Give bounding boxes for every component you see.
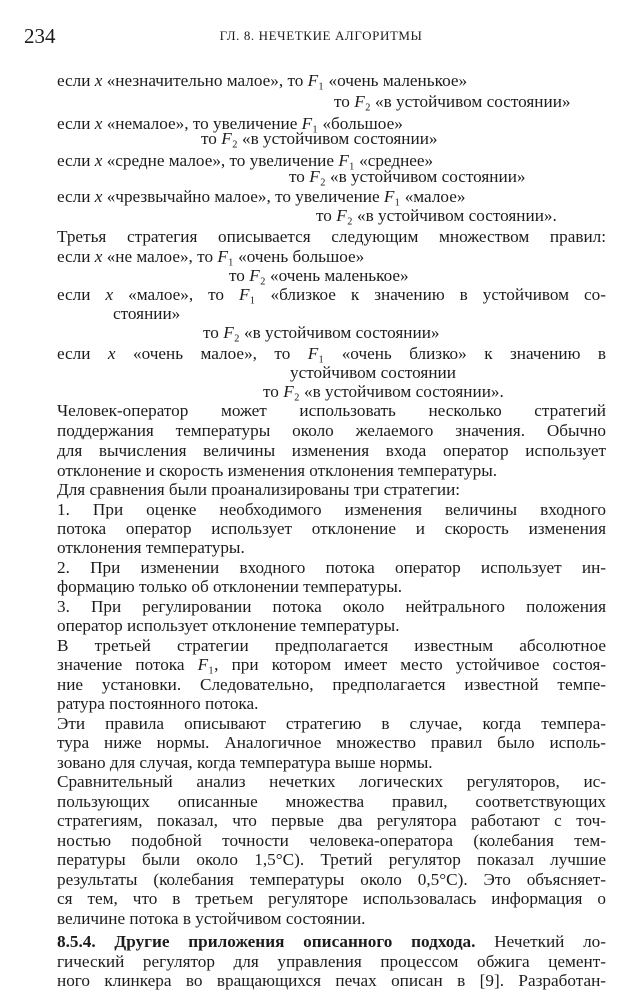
section-heading: 8.5.4. Другие приложения описанного подхода.	[57, 932, 476, 951]
text-run: «в устойчивом состоянии».	[352, 206, 557, 225]
text-run: 1. При оценке необходимого изменения величины входного	[57, 500, 606, 519]
text-line	[201, 128, 438, 150]
math-variable: F	[338, 151, 349, 170]
text-run: то	[289, 167, 310, 186]
text-run: 3. При регулировании потока около нейтрального положения	[57, 597, 606, 616]
text-run: ₂	[319, 167, 326, 186]
text-run: , при котором имеет место устойчивое состоя-	[214, 655, 606, 674]
text-run: «малое», то	[113, 285, 240, 304]
text-run: В третьей стратегии предполагается известным абсолютное	[57, 636, 606, 655]
text-run: «чрезвычайно малое», то увеличение	[102, 187, 384, 206]
text-line	[57, 420, 606, 442]
text-line	[57, 400, 606, 422]
text-run: значение потока	[57, 655, 198, 674]
text-line	[57, 888, 606, 910]
math-variable: F	[239, 285, 250, 304]
math-variable: F	[354, 92, 365, 111]
math-variable: F	[221, 129, 232, 148]
text-run: ние установки. Следовательно, предполагается известной темпе-	[57, 675, 606, 694]
page-number: 234	[24, 24, 56, 48]
text-run: величине потока в устойчивом состоянии.	[57, 909, 366, 928]
chapter-title: ГЛ. 8. НЕЧЕТКИЕ АЛГОРИТМЫ	[219, 28, 423, 43]
text-run: ₂	[259, 266, 266, 285]
text-line	[57, 732, 606, 754]
text-run: «не малое», то	[102, 247, 218, 266]
text-run: ₁	[394, 187, 401, 206]
text-run: устойчивом состоянии	[290, 363, 456, 382]
text-run: «в устойчивом состоянии»	[370, 92, 571, 111]
math-variable: F	[283, 382, 294, 401]
text-run: «в устойчивом состоянии»	[237, 129, 438, 148]
text-run: «в устойчивом состоянии»	[325, 167, 526, 186]
text-run: стоянии»	[113, 304, 181, 323]
math-variable: F	[336, 206, 347, 225]
math-variable: F	[307, 71, 319, 90]
text-run: стратегиям, показал, что первые два регулятора работают с точ-	[57, 811, 606, 830]
text-run: «в устойчивом состоянии».	[299, 382, 504, 401]
text-run: «очень маленькое»	[265, 266, 409, 285]
text-run: ₂	[364, 92, 371, 111]
text-run: ₁	[312, 114, 319, 133]
text-line	[57, 693, 258, 715]
text-run: потока оператор использует отклонение и скорость изменения	[57, 519, 606, 538]
page-header	[24, 24, 618, 48]
math-variable: F	[217, 247, 228, 266]
text-run: «близкое к значению в устойчивом со-	[255, 285, 607, 304]
text-run: ₁	[348, 151, 355, 170]
text-line	[57, 654, 606, 676]
text-line	[57, 440, 606, 462]
text-line	[57, 226, 606, 248]
text-run: «очень большое»	[233, 247, 365, 266]
text-run: 2. При изменении входного потока оператор использует ин-	[57, 558, 606, 577]
text-run: «большое»	[318, 114, 403, 133]
text-run: то	[316, 206, 337, 225]
text-line	[57, 576, 402, 598]
text-run: ₂	[231, 129, 238, 148]
math-variable: F	[383, 187, 395, 206]
text-run: формацию только об отклонении температуры.	[57, 577, 403, 596]
math-variable: F	[301, 114, 313, 133]
text-run: «немалое», то увеличение	[102, 114, 302, 133]
text-line	[289, 166, 526, 188]
text-line	[57, 931, 606, 953]
text-line	[57, 537, 245, 559]
math-variable: F	[197, 655, 209, 674]
text-run: «средне малое», то увеличение	[102, 151, 339, 170]
text-run: для вычисления величины изменения входа оператор использует	[57, 441, 606, 460]
math-variable: x	[107, 344, 116, 363]
text-run: ного клинкера во вращающихся печах описан в [9]. Разработан-	[57, 971, 606, 990]
text-run: «очень малое», то	[115, 344, 308, 363]
text-line	[334, 91, 571, 113]
math-variable: F	[309, 167, 320, 186]
math-variable: F	[223, 323, 234, 342]
text-run: то	[229, 266, 250, 285]
text-run: если	[57, 114, 95, 133]
text-run: «незначительно малое», то	[102, 71, 308, 90]
text-run: если	[57, 344, 108, 363]
text-run: если	[57, 151, 95, 170]
text-run: ₁	[318, 71, 325, 90]
text-run: Нечеткий ло-	[475, 932, 607, 951]
text-line	[57, 479, 460, 501]
text-run: Человек-оператор может использовать несколько стратегий	[57, 401, 606, 420]
text-run: то	[201, 129, 222, 148]
text-run: Третья стратегия описывается следующим множеством правил:	[57, 227, 606, 246]
text-run: если	[57, 247, 95, 266]
text-run: ₂	[293, 382, 300, 401]
text-line	[57, 908, 365, 930]
text-run: пользующих описанные множества правил, соответствующих	[57, 792, 606, 811]
text-run: «среднее»	[354, 151, 434, 170]
text-run: гический регулятор для управления процессом обжига цемент-	[57, 952, 606, 971]
text-run: то	[334, 92, 355, 111]
text-run: «в устойчивом состоянии»	[239, 323, 440, 342]
text-run: ₁	[249, 285, 256, 304]
math-variable: F	[249, 266, 260, 285]
text-line	[57, 810, 606, 832]
text-run: если	[57, 71, 95, 90]
text-line	[203, 322, 440, 344]
text-line	[57, 849, 606, 871]
text-run: если	[57, 187, 95, 206]
text-line	[57, 615, 400, 637]
text-line	[57, 970, 606, 992]
text-run: Для сравнения были проанализированы три стратегии:	[57, 480, 461, 499]
math-variable: x	[94, 187, 103, 206]
text-run: Сравнительный анализ нечетких логических регуляторов, ис-	[57, 772, 606, 791]
text-run: ₁	[208, 655, 215, 674]
text-line	[57, 771, 606, 793]
math-variable: x	[94, 247, 103, 266]
text-run: Эти правила описывают стратегию в случае, когда темпера-	[57, 714, 606, 733]
text-line	[57, 70, 467, 92]
text-run: «очень близко» к значению в	[324, 344, 607, 363]
text-run: поддержания температуры около желаемого значения. Обычно	[57, 421, 606, 440]
math-variable: F	[307, 344, 319, 363]
math-variable: x	[94, 151, 103, 170]
text-run: то	[203, 323, 224, 342]
text-run: тура ниже нормы. Аналогичное множество правил было исполь-	[57, 733, 606, 752]
text-run: ся тем, что в третьем регуляторе использовалась информация о	[57, 889, 606, 908]
text-run: ₂	[233, 323, 240, 342]
text-run: результаты (колебания температуры около 0,5°C). Это объясняет-	[57, 870, 606, 889]
text-run: отклонение и скорость изменения отклонения температуры.	[57, 461, 498, 480]
text-run: то	[263, 382, 284, 401]
math-variable: x	[105, 285, 114, 304]
text-run: пературы были около 1,5°C). Третий регулятор показал лучшие	[57, 850, 606, 869]
text-run: ₁	[318, 344, 325, 363]
text-run: ратура постоянного потока.	[57, 694, 259, 713]
text-run: ₁	[227, 247, 234, 266]
math-variable: x	[94, 114, 103, 133]
text-run: «очень маленькое»	[324, 71, 468, 90]
text-line	[316, 205, 557, 227]
text-run: зовано для случая, когда температура выше нормы.	[57, 753, 433, 772]
text-run: если	[57, 285, 106, 304]
text-run: оператор использует отклонение температуры.	[57, 616, 400, 635]
text-line	[113, 303, 180, 325]
text-run: «малое»	[400, 187, 466, 206]
text-run: ностью подобной точности человека-оператора (колебания тем-	[57, 831, 606, 850]
math-variable: x	[94, 71, 103, 90]
text-run: ₂	[346, 206, 353, 225]
text-run: отклонения температуры.	[57, 538, 245, 557]
